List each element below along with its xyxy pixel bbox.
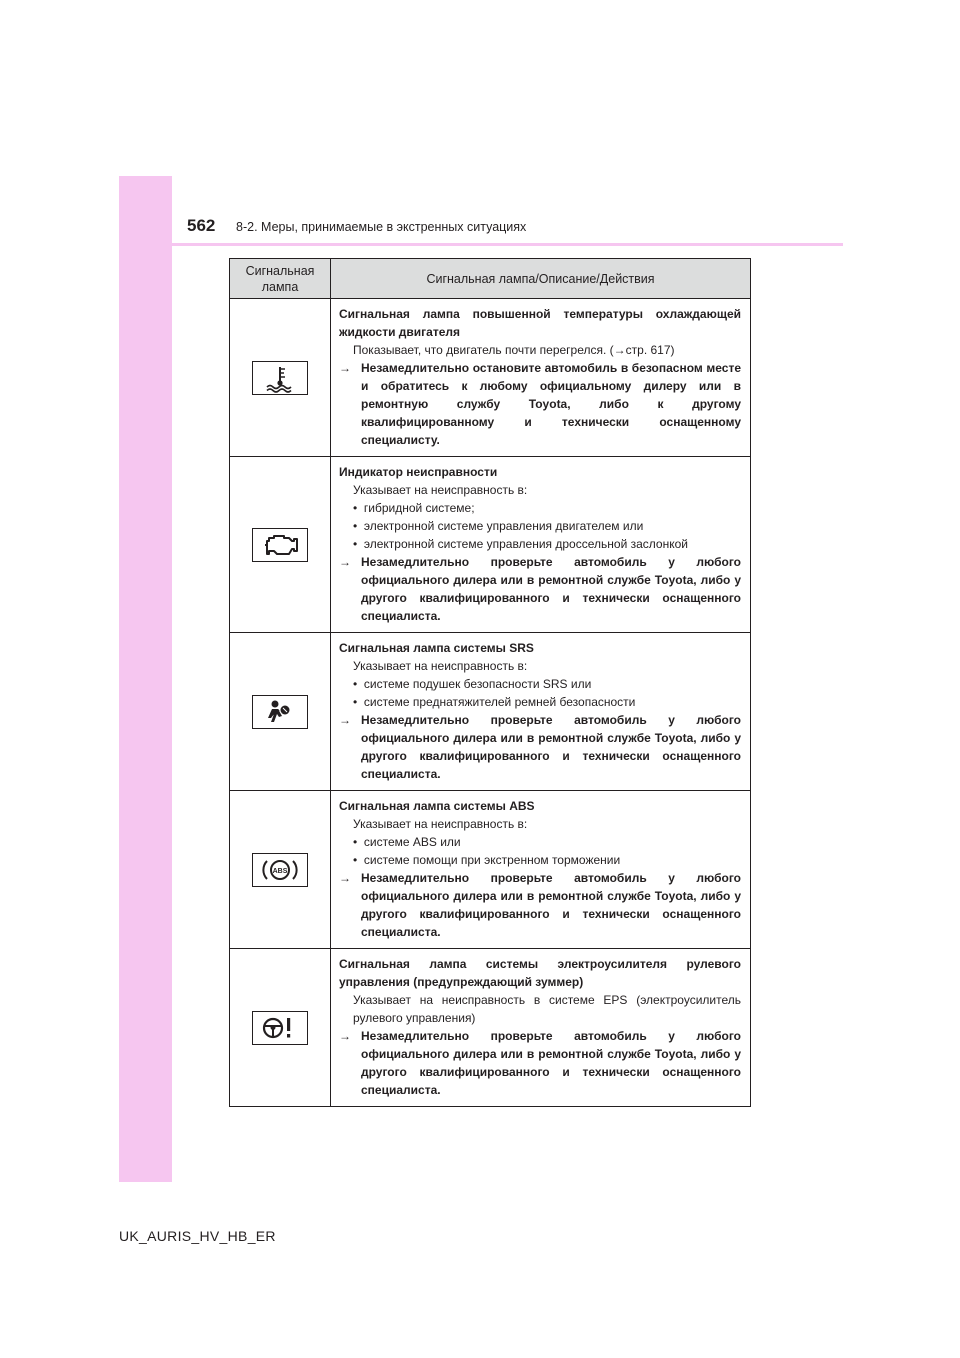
lamp-title: Сигнальная лампа повышенной температуры охлаждающей жидкости двигателя	[339, 307, 741, 339]
lamp-action: → Незамедлительно проверьте автомобиль у любого официального дилера или в ремонтной службе Toyota, либо у другого квалифицированного и технически оснащенного специалиста.	[339, 871, 741, 939]
table-row	[230, 299, 751, 457]
icon-cell	[230, 457, 331, 633]
side-margin-band	[119, 176, 172, 1182]
coolant-temperature-icon	[252, 361, 308, 395]
lamp-action: → Незамедлительно проверьте автомобиль у любого официального дилера или в ремонтной службе Toyota, либо у другого квалифицированного и технически оснащенного специалиста.	[339, 1029, 741, 1097]
icon-cell	[230, 299, 331, 457]
page-number: 562	[187, 216, 216, 235]
section-title: 8-2. Меры, принимаемые в экстренных ситуациях	[236, 220, 527, 234]
lamp-description: Указывает на неисправность в:	[353, 659, 528, 673]
col-header-lamp: Сигнальная лампа	[230, 259, 331, 299]
check-engine-icon	[252, 528, 308, 562]
lamp-action: → Незамедлительно остановите автомобиль в безопасном месте и обратитесь к любому официальному дилеру или в ремонтную службу Toyota, либо к другому квалифицированному и технически оснащенному специалисту.	[339, 361, 741, 447]
lamp-description: Указывает на неисправность в:	[353, 483, 528, 497]
header-rule	[172, 243, 843, 246]
icon-cell	[230, 949, 331, 1107]
table-row	[230, 791, 751, 949]
col-header-description: Сигнальная лампа/Описание/Действия	[331, 259, 751, 299]
lamp-description: Указывает на неисправность в системе EPS (электроусилитель рулевого управления)	[353, 993, 741, 1025]
list-item: • системе преднатяжителей ремней безопасности	[353, 695, 636, 709]
icon-cell	[230, 791, 331, 949]
arrow-icon: →	[339, 1029, 351, 1043]
list-item: • гибридной системе;	[353, 501, 475, 515]
lamp-description: Указывает на неисправность в:	[353, 817, 528, 831]
icon-cell	[230, 633, 331, 791]
table-row	[230, 949, 751, 1107]
arrow-icon: →	[339, 555, 351, 569]
abs-icon-label: ABS	[272, 867, 288, 875]
arrow-icon: →	[339, 871, 351, 885]
description-cell	[331, 299, 751, 457]
description-cell	[331, 949, 751, 1107]
table-row	[230, 633, 751, 791]
description-cell	[331, 791, 751, 949]
arrow-icon: →	[339, 361, 351, 375]
srs-airbag-icon	[252, 695, 308, 729]
description-cell	[331, 457, 751, 633]
list-item: • системе помощи при экстренном торможении	[353, 853, 621, 867]
abs-icon	[252, 853, 308, 887]
table-row	[230, 457, 751, 633]
lamp-description: Показывает, что двигатель почти перегрелся. (→стр. 617)	[353, 343, 675, 357]
lamp-title: Сигнальная лампа системы ABS	[339, 799, 535, 813]
description-cell	[331, 633, 751, 791]
list-item: • электронной системе управления двигателем или	[353, 519, 644, 533]
lamp-title: Сигнальная лампа системы SRS	[339, 641, 534, 655]
list-item: • системе подушек безопасности SRS или	[353, 677, 592, 691]
lamp-title: Сигнальная лампа системы электроусилителя рулевого управления (предупреждающий зуммер)	[339, 957, 741, 989]
lamp-action: → Незамедлительно проверьте автомобиль у любого официального дилера или в ремонтной службе Toyota, либо у другого квалифицированного и технически оснащенного специалиста.	[339, 555, 741, 623]
warning-lights-table	[229, 258, 751, 1107]
table-header-row	[230, 259, 751, 299]
power-steering-icon	[252, 1011, 308, 1045]
document-code: UK_AURIS_HV_HB_ER	[119, 1228, 276, 1244]
lamp-title: Индикатор неисправности	[339, 465, 498, 479]
arrow-icon: →	[339, 713, 351, 727]
lamp-action: → Незамедлительно проверьте автомобиль у любого официального дилера или в ремонтной службе Toyota, либо у другого квалифицированного и технически оснащенного специалиста.	[339, 713, 741, 781]
list-item: • электронной системе управления дроссельной заслонкой	[353, 537, 688, 551]
list-item: • системе ABS или	[353, 835, 461, 849]
